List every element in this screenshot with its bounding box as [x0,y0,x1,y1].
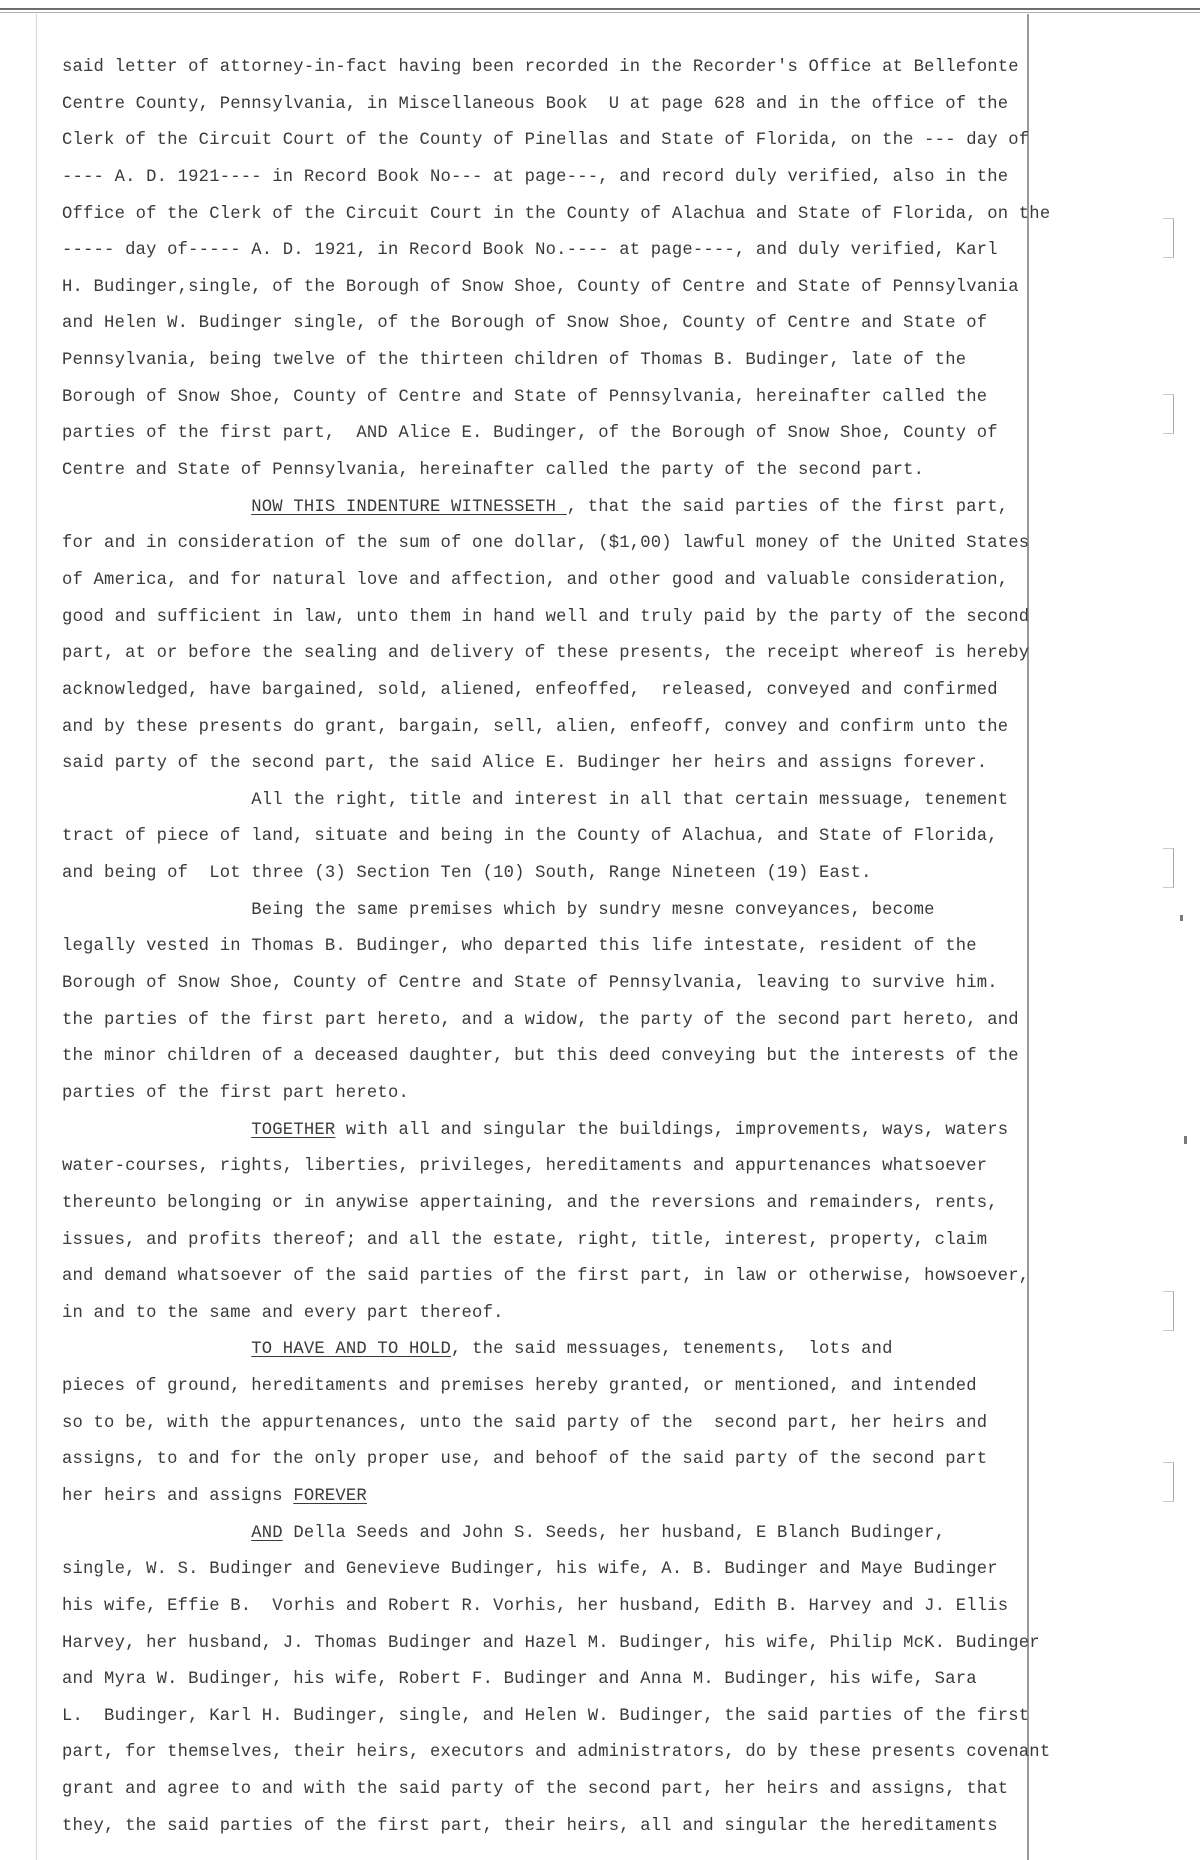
line-text: the minor children of a deceased daughter, but this deed conveying but the interests of the [62,1047,1019,1067]
line-text: ----- day of----- A. D. 1921, in Record Book No.---- at page----, and duly verified, Karl [62,241,998,261]
line-text: assigns, to and for the only proper use, and behoof of the said party of the second part [62,1450,988,1470]
line-text: parties of the first part hereto. [62,1083,409,1103]
line-text: for and in consideration of the sum of one dollar, ($1,00) lawful money of the United States [62,534,1030,554]
deed-text-line [62,1039,1062,1076]
line-text: ---- A. D. 1921---- in Record Book No--- at page---, and record duly verified, also in the [62,167,1009,187]
deed-text-line [62,1809,1062,1846]
deed-text-line [62,1186,1062,1223]
line-indent [62,1524,251,1543]
line-text: his wife, Effie B. Vorhis and Robert R. Vorhis, her husband, Edith B. Harvey and J. Ellis [62,1596,1009,1616]
deed-text-line [62,490,1062,527]
deed-text-line [62,1479,1062,1516]
line-text: L. Budinger, Karl H. Budinger, single, and Helen W. Budinger, the said parties of the first [62,1706,1030,1726]
deed-text-line [62,819,1062,856]
underlined-heading: NOW THIS INDENTURE WITNESSETH [251,497,567,517]
deed-text-line [62,966,1062,1003]
deed-text-line [62,1589,1062,1626]
underlined-heading: TO HAVE AND TO HOLD [251,1340,452,1360]
deed-text-line [62,1113,1062,1150]
line-text: H. Budinger,single, of the Borough of Snow Shoe, County of Centre and State of Pennsylvania [62,277,1019,297]
margin-bracket-mark [1163,218,1174,258]
line-text: single, W. S. Budinger and Genevieve Budinger, his wife, A. B. Budinger and Maye Budinger [62,1560,998,1580]
line-text: Clerk of the Circuit Court of the County of Pinellas and State of Florida, on the --- day of [62,131,1030,151]
line-text: Centre and State of Pennsylvania, hereinafter called the party of the second part. [62,461,925,481]
line-text: so to be, with the appurtenances, unto the said party of the second part, her heirs and [62,1413,988,1433]
deed-text-line [62,87,1062,124]
deed-text-line [62,1076,1062,1113]
line-text: the parties of the first part hereto, and a widow, the party of the second part hereto, and [62,1010,1019,1030]
line-text: Centre County, Pennsylvania, in Miscellaneous Book U at page 628 and in the office of the [62,94,1009,114]
line-text: and Helen W. Budinger single, of the Borough of Snow Shoe, County of Centre and State of [62,314,988,334]
line-text: with all and singular the buildings, improvements, ways, waters [335,1120,1009,1140]
line-text: her heirs and assigns [62,1486,294,1506]
deed-text-line [62,453,1062,490]
deed-text-line [62,563,1062,600]
deed-text-line [62,1223,1062,1260]
underlined-heading: AND [251,1523,283,1543]
deed-text-line [62,746,1062,783]
deed-text-line [62,50,1062,87]
deed-text-line [62,893,1062,930]
deed-text-line [62,197,1062,234]
line-text: thereunto belonging or in anywise appertaining, and the reversions and remainders, rents, [62,1193,998,1213]
line-text: legally vested in Thomas B. Budinger, who departed this life intestate, resident of the [62,937,977,957]
margin-bracket-mark [1163,848,1174,888]
line-text: and by these presents do grant, bargain, sell, alien, enfeoff, convey and confirm unto the [62,717,1009,737]
line-text: All the right, title and interest in all that certain messuage, tenement [62,790,1009,810]
line-indent [62,1340,251,1359]
line-text: , that the said parties of the first part, [566,497,1009,517]
line-text: good and sufficient in law, unto them in hand well and truly paid by the party of the second [62,607,1030,627]
underlined-word: FOREVER [293,1486,367,1506]
deed-text-line [62,600,1062,637]
deed-text-line [62,783,1062,820]
line-text: acknowledged, have bargained, sold, aliened, enfeoffed, released, conveyed and confirmed [62,680,998,700]
margin-bracket-mark [1163,394,1174,434]
deed-text-line [62,526,1062,563]
margin-ink-mark [1180,915,1183,921]
deed-text-line [62,380,1062,417]
deed-text-line [62,1662,1062,1699]
top-border-line [0,8,1200,10]
margin-ink-mark [1184,1136,1187,1144]
deed-text-line [62,1332,1062,1369]
line-text: pieces of ground, hereditaments and premises hereby granted, or mentioned, and intended [62,1377,977,1397]
line-text: Harvey, her husband, J. Thomas Budinger and Hazel M. Budinger, his wife, Philip McK. Budinger [62,1633,1040,1653]
left-margin-line [36,14,37,1860]
top-border-line-thin [0,12,1200,13]
line-text: and demand whatsoever of the said parties of the first part, in law or otherwise, howsoever, [62,1267,1030,1287]
deed-body-text [62,50,1062,1845]
line-indent [62,498,251,517]
deed-text-line [62,1442,1062,1479]
deed-text-line [62,710,1062,747]
deed-text-line [62,929,1062,966]
line-text: parties of the first part, AND Alice E. Budinger, of the Borough of Snow Shoe, County of [62,424,998,444]
line-text: they, the said parties of the first part, their heirs, all and singular the hereditaments [62,1816,998,1836]
deed-text-line [62,856,1062,893]
deed-text-line [62,1516,1062,1553]
underlined-heading: TOGETHER [251,1120,336,1140]
deed-text-line [62,1626,1062,1663]
deed-text-line [62,673,1062,710]
deed-text-line [62,1735,1062,1772]
deed-text-line [62,270,1062,307]
line-text: said letter of attorney-in-fact having been recorded in the Recorder's Office at Bellefonte [62,58,1019,77]
line-indent [62,1121,251,1140]
deed-text-line [62,416,1062,453]
line-text: grant and agree to and with the said party of the second part, her heirs and assigns, that [62,1780,1009,1800]
deed-text-line [62,1552,1062,1589]
line-text: part, at or before the sealing and delivery of these presents, the receipt whereof is hereby [62,644,1030,664]
line-text: and Myra W. Budinger, his wife, Robert F. Budinger and Anna M. Budinger, his wife, Sara [62,1670,977,1690]
margin-bracket-mark [1163,1462,1174,1502]
line-text: Borough of Snow Shoe, County of Centre and State of Pennsylvania, hereinafter called the [62,387,988,407]
margin-bracket-mark [1163,1291,1174,1331]
line-text: issues, and profits thereof; and all the estate, right, title, interest, property, claim [62,1230,988,1250]
deed-text-line [62,1259,1062,1296]
line-text: water-courses, rights, liberties, privileges, hereditaments and appurtenances whatsoever [62,1157,988,1177]
line-text: and being of Lot three (3) Section Ten (10) South, Range Nineteen (19) East. [62,864,872,884]
line-text: tract of piece of land, situate and being in the County of Alachua, and State of Florida, [62,827,998,847]
line-text: Della Seeds and John S. Seeds, her husband, E Blanch Budinger, [282,1523,946,1543]
deed-text-line [62,343,1062,380]
line-text: Borough of Snow Shoe, County of Centre and State of Pennsylvania, leaving to survive him. [62,974,998,994]
deed-text-line [62,1149,1062,1186]
deed-text-line [62,1406,1062,1443]
deed-text-line [62,636,1062,673]
line-text: part, for themselves, their heirs, executors and administrators, do by these presents covenant [62,1743,1051,1763]
deed-text-line [62,123,1062,160]
line-text: in and to the same and every part thereof. [62,1303,504,1323]
line-text: said party of the second part, the said Alice E. Budinger her heirs and assigns forever. [62,754,988,774]
deed-text-line [62,233,1062,270]
deed-text-line [62,1369,1062,1406]
line-text: Office of the Clerk of the Circuit Court in the County of Alachua and State of Florida, on the [62,204,1051,224]
deed-text-line [62,1772,1062,1809]
deed-text-line [62,1296,1062,1333]
deed-text-line [62,306,1062,343]
line-text: Being the same premises which by sundry mesne conveyances, become [62,900,935,920]
line-text: of America, and for natural love and affection, and other good and valuable consideration, [62,570,1009,590]
line-text: , the said messuages, tenements, lots and [451,1340,893,1360]
line-text: Pennsylvania, being twelve of the thirteen children of Thomas B. Budinger, late of the [62,351,967,371]
deed-text-line [62,1003,1062,1040]
deed-text-line [62,1699,1062,1736]
deed-text-line [62,160,1062,197]
